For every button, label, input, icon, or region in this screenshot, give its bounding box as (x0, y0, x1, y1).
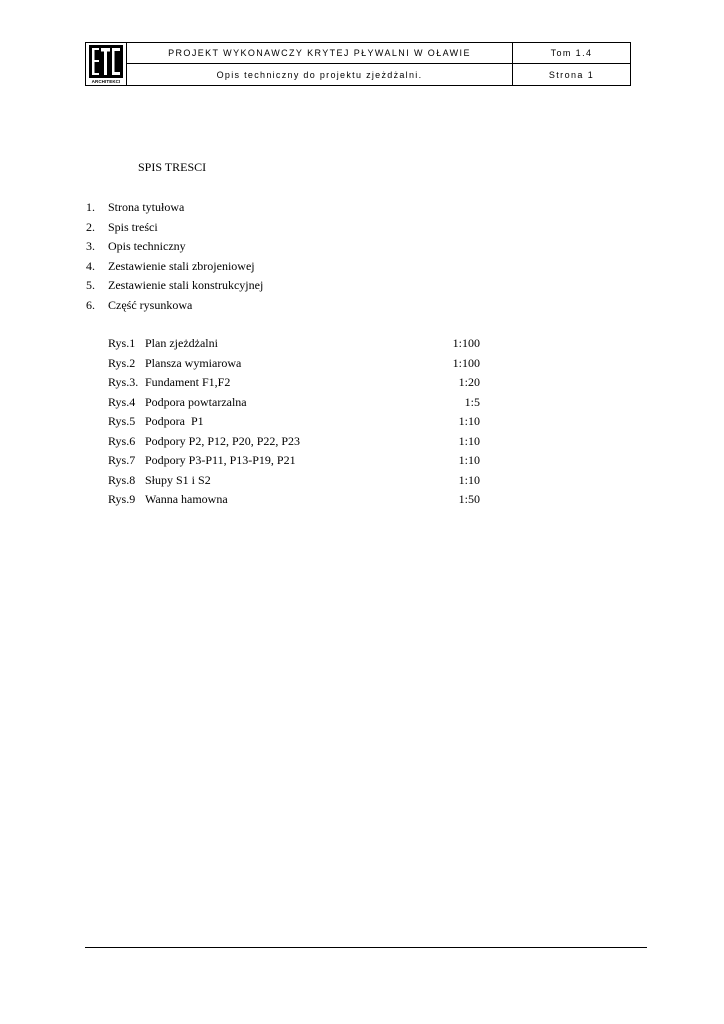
drawing-row (108, 336, 480, 356)
toc-item-number: 6. (86, 297, 95, 312)
drawing-row (108, 375, 480, 395)
footer-divider (85, 947, 647, 948)
drawing-code: Rys.5 (108, 414, 136, 428)
page-number: Strona 1 (548, 69, 595, 80)
drawing-scale: 1:10 (458, 433, 480, 448)
toc-item (86, 239, 263, 259)
toc-item-number: 5. (86, 278, 95, 293)
drawing-row (108, 356, 480, 376)
document-subtitle: Opis techniczny do projektu zjeżdżalni. (127, 64, 513, 85)
drawing-title: Podpory P2, P12, P20, P22, P23 (145, 433, 301, 448)
drawing-code: Rys.4 (108, 394, 136, 409)
drawing-scale: 1:20 (458, 375, 480, 389)
drawing-title: Podpora P1 (145, 414, 204, 428)
drawing-title: Fundament F1,F2 (145, 375, 231, 389)
drawing-code: Rys.3. (108, 375, 139, 389)
drawing-title: Plan zjeżdżalni (145, 336, 218, 350)
etc-logo (86, 43, 127, 85)
toc-item (86, 200, 263, 220)
toc-item-number: 4. (86, 258, 95, 273)
drawing-code: Rys.8 (108, 472, 136, 487)
drawing-row (108, 492, 480, 512)
drawing-scale: 1:100 (452, 355, 480, 370)
toc-item (86, 259, 263, 279)
drawing-row (108, 414, 480, 434)
drawing-title: Słupy S1 i S2 (145, 472, 211, 487)
drawing-scale: 1:10 (458, 414, 480, 428)
drawing-title: Plansza wymiarowa (145, 355, 242, 370)
toc-item-number: 3. (86, 239, 95, 254)
toc-item (86, 220, 263, 240)
project-title: PROJEKT WYKONAWCZY KRYTEJ PŁYWALNI W OŁAWIE (127, 43, 513, 64)
drawing-code: Rys.6 (108, 433, 136, 448)
drawing-scale: 1:10 (458, 453, 480, 467)
drawing-scale: 1:50 (458, 492, 480, 506)
drawing-code: Rys.9 (108, 492, 136, 506)
drawing-title: Podpora powtarzalna (145, 394, 247, 409)
toc-item-number: 1. (86, 200, 95, 214)
drawing-row (108, 434, 480, 454)
toc-item-label: Strona tytułowa (108, 200, 185, 214)
toc-item-label: Opis techniczny (108, 239, 186, 254)
toc-item (86, 278, 263, 298)
toc-heading: SPIS TRESCI (138, 160, 207, 174)
logo-caption: ARCHITEKCI (91, 79, 121, 84)
volume-number: Tom 1.4 (513, 43, 630, 64)
drawing-code: Rys.2 (108, 355, 136, 370)
document-header (85, 42, 631, 86)
drawing-row (108, 473, 480, 493)
drawing-title: Podpory P3-P11, P13-P19, P21 (145, 453, 296, 467)
drawing-scale: 1:100 (452, 336, 480, 350)
drawing-row (108, 395, 480, 415)
drawing-title: Wanna hamowna (145, 492, 228, 506)
toc-item-number: 2. (86, 219, 95, 234)
drawing-scale: 1:5 (464, 394, 480, 409)
toc-item-label: Zestawienie stali konstrukcyjnej (108, 278, 264, 293)
toc-item-label: Zestawienie stali zbrojeniowej (108, 258, 255, 273)
drawing-scale: 1:10 (458, 472, 480, 487)
toc-item-label: Spis treści (108, 219, 158, 234)
toc-item (86, 298, 263, 318)
drawing-row (108, 453, 480, 473)
drawing-code: Rys.7 (108, 453, 136, 467)
toc-item-label: Część rysunkowa (108, 297, 193, 312)
drawing-code: Rys.1 (108, 336, 136, 350)
toc-list (86, 200, 263, 318)
drawing-list (108, 336, 480, 512)
